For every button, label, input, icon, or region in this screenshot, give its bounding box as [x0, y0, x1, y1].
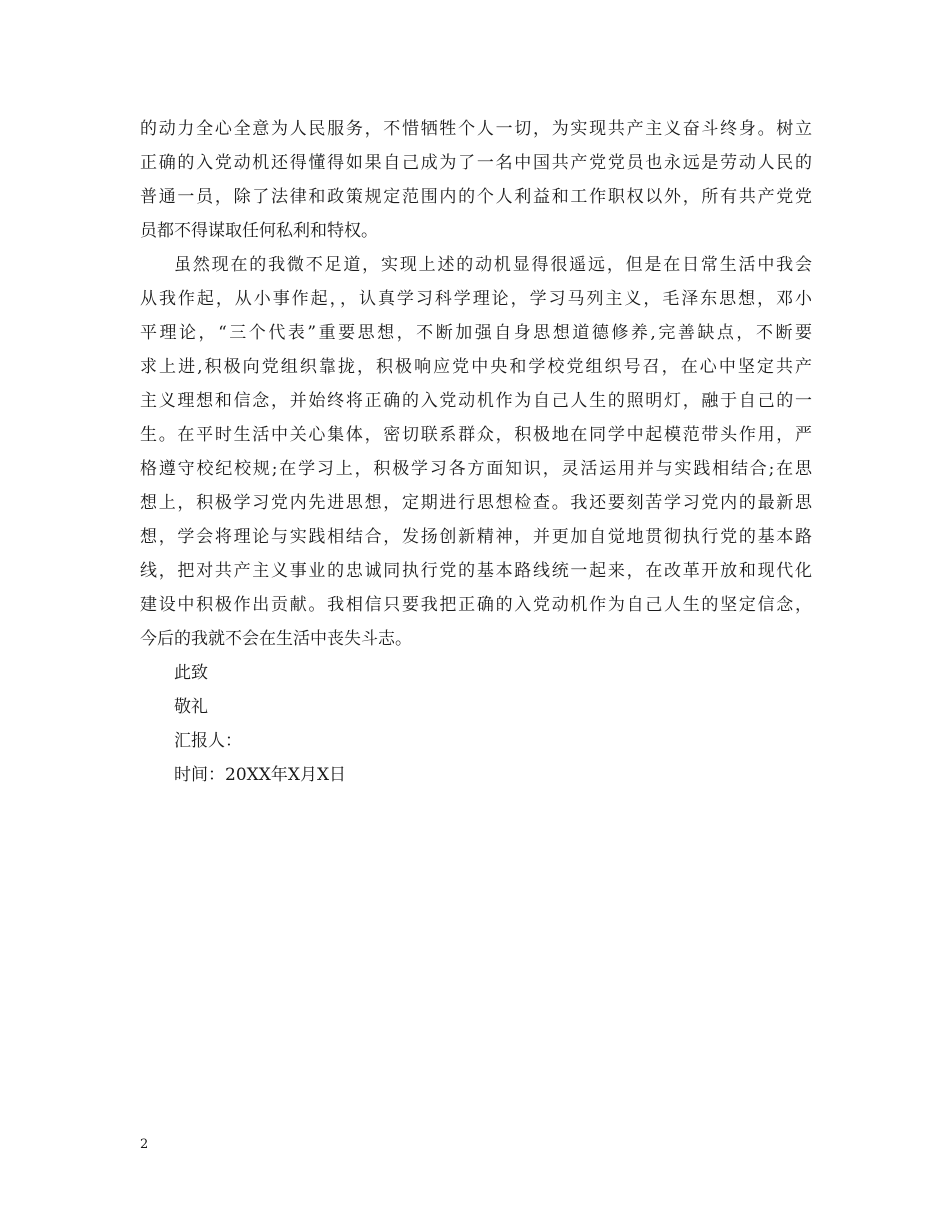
paragraph-line: 今后的我就不会在生活中丧失斗志。 [140, 629, 412, 649]
paragraph-line: 格遵守校纪校规;在学习上，积极学习各方面知识，灵活运用并与实践相结合;在思 [140, 459, 812, 479]
paragraph-line: 正确的入党动机还得懂得如果自己成为了一名中国共产党党员也永远是劳动人民的 [140, 153, 812, 173]
paragraph-line: 从我作起，从小事作起，，认真学习科学理论，学习马列主义，毛泽东思想，邓小 [140, 289, 812, 309]
paragraph-line: 求上进,积极向党组织靠拢，积极响应党中央和学校党组织号召，在心中坚定共产 [140, 357, 812, 377]
paragraph-line: 建设中积极作出贡献。我相信只要我把正确的入党动机作为自己人生的坚定信念， [140, 595, 812, 615]
paragraph-line: 的动力全心全意为人民服务，不惜牺牲个人一切，为实现共产主义奋斗终身。树立 [140, 119, 812, 139]
paragraph-1 [140, 112, 812, 248]
paragraph-line: 主义理想和信念，并始终将正确的入党动机作为自己人生的照明灯，融于自己的一 [140, 391, 812, 411]
paragraph-line: 想，学会将理论与实践相结合，发扬创新精神，并更加自觉地贯彻执行党的基本路 [140, 527, 812, 547]
paragraph-line: 平理论，“三个代表”重要思想，不断加强自身思想道德修养,完善缺点，不断要 [140, 323, 812, 343]
paragraph-line: 想上，积极学习党内先进思想，定期进行思想检查。我还要刻苦学习党内的最新思 [140, 493, 812, 513]
paragraph-2 [140, 248, 812, 656]
paragraph-line: 生。在平时生活中关心集体，密切联系群众，积极地在同学中起模范带头作用，严 [140, 425, 812, 445]
paragraph-line: 员都不得谋取任何私利和特权。 [140, 221, 378, 241]
page-number: 2 [140, 1137, 149, 1152]
reporter-label: 汇报人： [174, 731, 242, 751]
salutation: 此致 [174, 663, 208, 683]
closing-block [140, 656, 812, 792]
paragraph-line: 线，把对共产主义事业的忠诚同执行党的基本路线统一起来，在改革开放和现代化 [140, 561, 812, 581]
paragraph-line: 普通一员，除了法律和政策规定范围内的个人利益和工作职权以外，所有共产党党 [140, 187, 812, 207]
document-body [140, 112, 812, 792]
regards: 敬礼 [174, 697, 208, 717]
report-date: 时间：20XX年X月X日 [174, 765, 347, 785]
paragraph-line: 虽然现在的我微不足道，实现上述的动机显得很遥远，但是在日常生活中我会 [174, 255, 812, 275]
